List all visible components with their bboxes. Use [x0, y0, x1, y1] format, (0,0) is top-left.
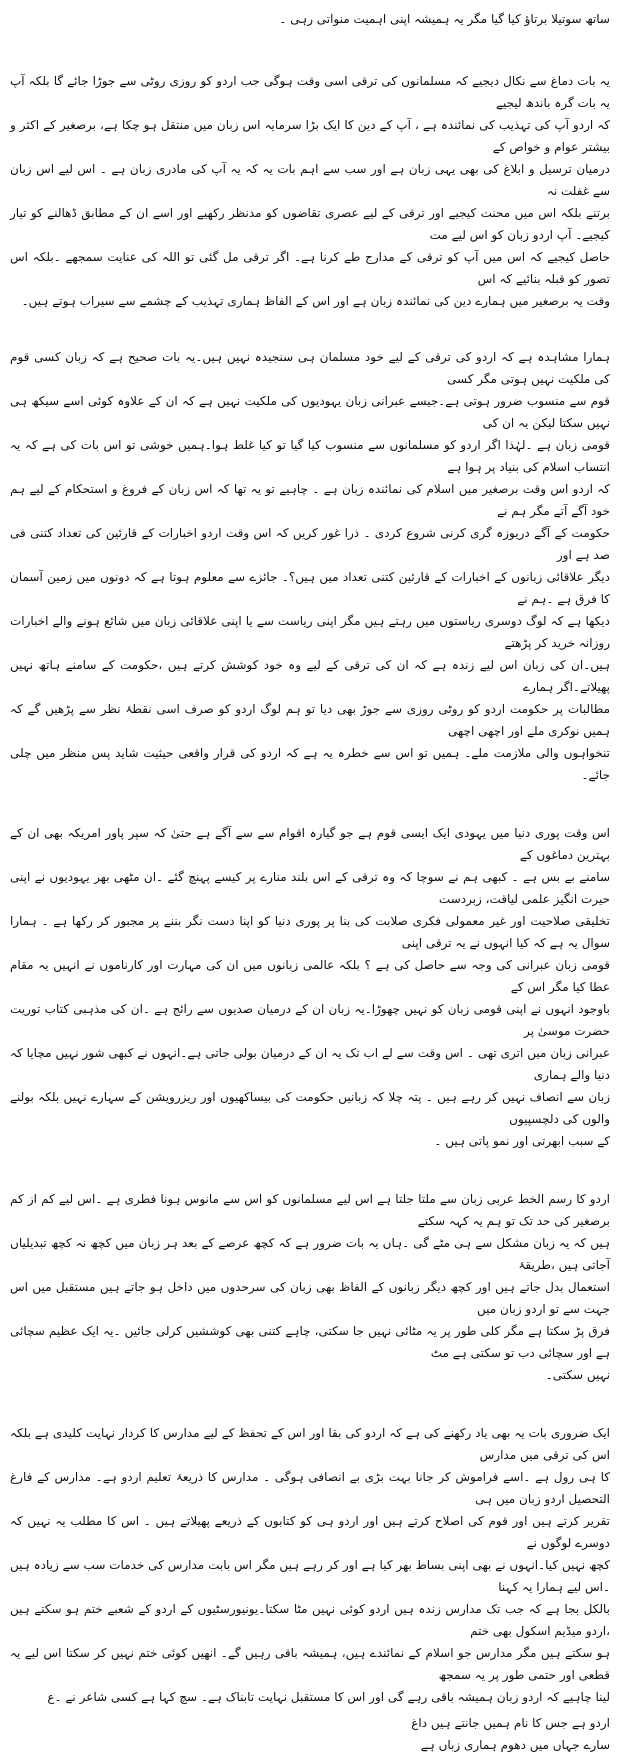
paragraph-script: اردو کا رسم الخط عربی زبان سے ملتا جلتا ہے اس لیے مسلمانوں کو اس سے مانوس ہونا فطری ہے ۔اس لیے کم از کم برصغیر کی حد تک تو ہم یہ کہہ سکتے ہیں کہ یہ زبان مشکل سے ہی مٹے گی ۔ہاں یہ بات ضرور ہے کہ کچھ عرصے کے بعد ہر زبان میں کچھ نہ کچھ تبدیلیاں آجاتی ہیں ،طریقۂ استعمال بدل جاتے ہیں اور کچھ دیگر زبانوں کے الفاظ بھی زبان کی سرحدوں میں داخل ہو جاتے ہیں مستقبل میں اس جہت سے تو اردو زبان میں فرق پڑ سکتا ہے مگر کلی طور پر یہ مٹائی نہیں جا سکتی، چاہے کتنی بھی کوششیں کرلی جائیں ۔یہ ایک عظیم سچائی ہے اور سچائی دب تو سکتی ہے مٹ نہیں سکتی۔ [10, 1192, 610, 1382]
paragraph-observation: ہمارا مشاہدہ ہے کہ اردو کی ترقی کے لیے خود مسلمان ہی سنجیدہ نہیں ہیں۔یہ بات صحیح ہے کہ زبان کسی قوم کی ملکیت نہیں ہوتی مگر کسی قوم سے منسوب ضرور ہوتی ہے۔جیسے عبرانی زبان یہودیوں کی ملکیت نہیں ہے کہ ان کے علاوہ کوئی اسے سیکھ ہی نہیں سکتا لیکن یہ ان کی قومی زبان ہے ۔لہٰذا اگر اردو کو مسلمانوں سے منسوب کیا گیا تو کیا غلط ہوا۔ہمیں خوشی تو اس بات کی ہے کہ یہ انتساب اسلام کی بنیاد پر ہوا ہے کہ اردو اس وقت برصغیر میں اسلام کی نمائندہ زبان ہے ۔ چاہیے تو یہ تھا کہ اس زبان کے فروغ و استحکام کے لیے ہم خود آگے آتے مگر ہم نے حکومت کے آگے دریوزہ گری کرنی شروع کردی ۔ ذرا غور کریں کہ اس وقت اردو اخبارات کے قارئین کی تعداد کتنی فی صد ہے اور دیگر علاقائی زبانوں کے اخبارات کے قارئین کتنی تعداد میں ہیں؟۔ جائزے سے معلوم ہوتا ہے کہ دونوں میں زمین آسمان کا فرق ہے ۔ہم نے دیکھا ہے کہ لوگ دوسری ریاستوں میں رہتے ہیں مگر اپنی ریاست سے یا اپنی علاقائی زبان میں شائع ہونے والے اخبارات روزانہ خرید کر پڑھتے ہیں۔ان کی زبان اس لیے زندہ ہے کہ ان کی ترقی کے لیے وہ خود کوشش کرتے ہیں ،حکومت کے سامنے ہاتھ نہیں پھیلاتے۔اگر ہمارے مطالبات پر حکومت اردو کو روٹی روزی سے جوڑ بھی دیا تو ہم لوگ اردو کو صرف اسی نقطۂ نظر سے پڑھیں گے کہ ہمیں نوکری ملے اور اچھی اچھی تنخواہوں والی ملازمت ملے۔ ہمیں تو اس سے خطرہ یہ ہے کہ اردو کی قرار واقعی حیثیت شاید پس منظر میں چلی جائے۔ [10, 350, 610, 782]
paragraph-intro: ساتھ سوتیلا برتاؤ کیا گیا مگر یہ ہمیشہ اپنی اہمیت منواتی رہی ۔ [279, 12, 610, 26]
paragraph-jewish-example: اس وقت پوری دنیا میں یہودی ایک ایسی قوم ہے جو گیارہ اقوام سے سے آگے ہے حتیٰ کہ سپر پاور امریکہ بھی ان کے بہترین دماغوں کے سامنے بے بس ہے ۔ کبھی ہم نے سوچا کہ وہ ترقی کے اس بلند منارے پر کیسے پہنچ گئے ۔ان مٹھی بھر یہودیوں نے اپنی حیرت انگیز علمی لیاقت، زبردست تخلیقی صلاحیت اور غیر معمولی فکری صلابت کی بنا پر پوری دنیا کو اپنا دست نگر بننے پر مجبور کر رکھا ہے ۔ ہمارا سوال یہ ہے کہ کیا انہوں نے یہ ترقی اپنی قومی زبان عبرانی کی وجہ سے حاصل کی ہے ؟ بلکہ عالمی زبانوں میں ان کی مہارت اور کارناموں نے انہیں یہ مقام عطا کیا مگر اس کے باوجود انہوں نے اپنی قومی زبان کو نہیں چھوڑا۔یہ زبان ان کے درمیان صدیوں سے رائج ہے ۔ان کی مذہبی کتاب توریت حضرت موسیٰ پر عبرانی زبان میں اتری تھی ۔ اس وقت سے لے اب تک یہ ان کے درمیان بولی جاتی ہے۔انہوں نے کبھی شور نہیں مچایا کہ دنیا والے ہماری زبان سے انصاف نہیں کر رہے ہیں ۔ پتہ چلا کہ زبانیں حکومت کی بیساکھیوں اور ریزرویشن کے سہارے نہیں بلکہ بولنے والوں کی دلچسپیوں کے سبب ابھرتی اور نمو پاتی ہیں ۔ [10, 826, 610, 1148]
closing-verse: اردو ہے جس کا نام ہمیں جانتے ہیں داغ سارے جہاں میں دھوم ہماری زباں ہے [411, 1716, 610, 1752]
paragraph-madaris: ایک ضروری بات یہ بھی یاد رکھنے کی ہے کہ اردو کی بقا اور اس کے تحفظ کے لیے مدارس کا کردار نہایت کلیدی ہے بلکہ اس کی ترقی میں مدارس کا ہی رول ہے ۔اسے فراموش کر جانا بہت بڑی بے انصافی ہوگی ۔ مدارس کا ذریعۂ تعلیم اردو ہے۔ مدارس کے فارغ التحصیل اردو زبان میں ہی تقریر کرتے ہیں اور قوم کی اصلاح کرتے ہیں اور اردو ہی کو کتابوں کے ذریعے پھیلاتے ہیں ۔ اس کا مطلب یہ نہیں کہ دوسرے لوگوں نے کچھ نہیں کیا۔انہوں نے بھی اپنی بساط بھر کیا ہے اور کر رہے ہیں مگر اس بابت مدارس کی خدمات سب سے زیادہ ہیں ۔اس لیے ہمارا یہ کہنا بالکل بجا ہے کہ جب تک مدارس زندہ ہیں اردو کوئی نہیں مٹا سکتا۔یونیورسٹیوں کے اردو کے شعبے ختم ہو سکتے ہیں ،اردو میڈیم اسکول بھی ختم ہو سکتے ہیں مگر مدارس جو اسلام کے نمائندے ہیں، ہمیشہ باقی رہیں گے۔ انھیں کوئی ختم نہیں کر سکتا اس لیے یہ قطعی اور حتمی طور پر یہ سمجھ لینا چاہیے کہ اردو زبان ہمیشہ باقی رہے گی اور اس کا مستقبل نہایت تابناک ہے۔ سچ کہا ہے کسی شاعر نے ۔ع [10, 1426, 610, 1704]
paragraph-urdu-identity: یہ بات دماغ سے نکال دیجیے کہ مسلمانوں کی ترقی اسی وقت ہوگی جب اردو کو روزی روٹی سے جوڑا جائے گا بلکہ آپ یہ بات گرہ باندھ لیجیے کہ اردو آپ کی تہذیب کی نمائندہ ہے ، آپ کے دین کا ایک بڑا سرمایہ اس زبان میں منتقل ہو چکا ہے، برصغیر کے اکثر و بیشتر عوام و خواص کے درمیان ترسیل و ابلاغ کی بھی یہی زبان ہے اور سب سے اہم بات یہ کہ یہ آپ کی مادری زبان ہے ۔ اس لیے اس زبان سے غفلت نہ برتنے بلکہ اس میں محنت کیجیے اور ترقی کے لیے عصری تقاضوں کو مدنظر رکھیے اور اسے ان کے مطابق ڈھالنے کو تیار کیجیے۔ آپ اردو زبان کو اس لیے مت حاصل کیجیے کہ اس میں آپ کو ترقی کے مدارج طے کرنا ہے۔ اگر ترقی مل گئی تو اللہ کی عنایت سمجھے ۔بلکہ اس تصور کو قبلہ بنائیے کہ اس وقت یہ برصغیر میں ہمارے دین کی نمائندہ زبان ہے اور اس کے الفاظ ہماری تہذیب کے چشمے سے سیراب ہوتے ہیں۔ [10, 74, 610, 308]
